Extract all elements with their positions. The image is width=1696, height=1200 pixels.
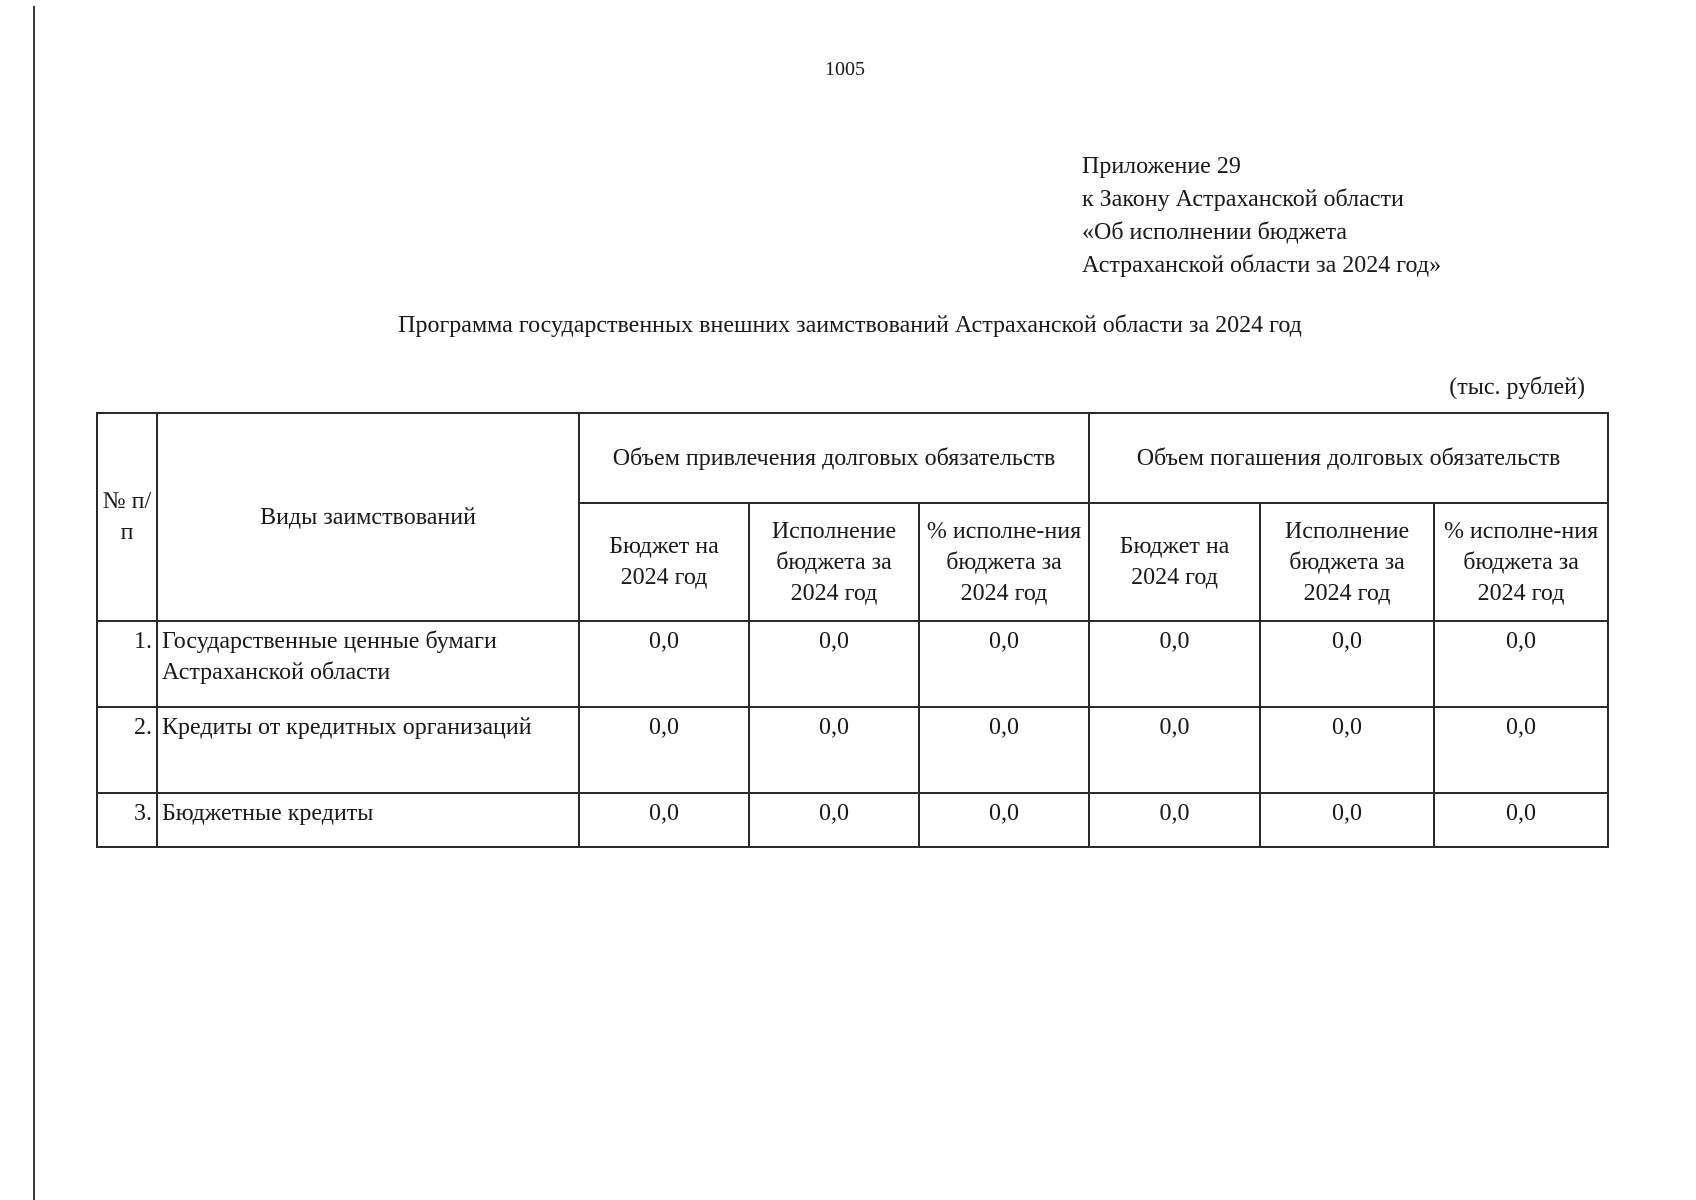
cell-repayment-percent: 0,0 (1434, 621, 1608, 707)
header-repayment-budget: Бюджет на 2024 год (1089, 503, 1260, 621)
table-row (97, 707, 1608, 793)
header-number: № п/п (97, 413, 157, 621)
row-borrowing-type: Кредиты от кредитных организаций (157, 707, 579, 793)
cell-attraction-budget: 0,0 (579, 707, 749, 793)
cell-attraction-budget: 0,0 (579, 793, 749, 847)
cell-attraction-percent: 0,0 (919, 621, 1089, 707)
header-repayment-execution: Исполнение бюджета за 2024 год (1260, 503, 1434, 621)
appendix-line: Приложение 29 (1082, 153, 1241, 179)
header-repayment-group: Объем погашения долговых обязательств (1089, 413, 1608, 503)
cell-attraction-execution: 0,0 (749, 621, 919, 707)
header-borrowing-type: Виды заимствований (157, 413, 579, 621)
cell-repayment-percent: 0,0 (1434, 793, 1608, 847)
header-attraction-execution: Исполнение бюджета за 2024 год (749, 503, 919, 621)
row-number: 1. (97, 621, 157, 707)
cell-attraction-execution: 0,0 (749, 793, 919, 847)
borrowings-table (96, 412, 1609, 848)
appendix-line: «Об исполнении бюджета (1082, 219, 1348, 245)
page-margin-rule (33, 6, 35, 1200)
cell-attraction-percent: 0,0 (919, 707, 1089, 793)
row-borrowing-type: Государственные ценные бумаги Астраханской области (157, 621, 579, 707)
header-repayment-percent: % исполне-ния бюджета за 2024 год (1434, 503, 1608, 621)
table-row (97, 793, 1608, 847)
cell-repayment-execution: 0,0 (1260, 793, 1434, 847)
cell-attraction-percent: 0,0 (919, 793, 1089, 847)
document-title: Программа государственных внешних заимствований Астраханской области за 2024 год (398, 312, 1302, 338)
cell-repayment-execution: 0,0 (1260, 707, 1434, 793)
appendix-line: Астраханской области за 2024 год» (1082, 252, 1442, 278)
appendix-line: к Закону Астраханской области (1082, 186, 1404, 212)
cell-attraction-execution: 0,0 (749, 707, 919, 793)
header-attraction-group: Объем привлечения долговых обязательств (579, 413, 1089, 503)
cell-repayment-execution: 0,0 (1260, 621, 1434, 707)
cell-repayment-budget: 0,0 (1089, 793, 1260, 847)
table-row (97, 621, 1608, 707)
units-label: (тыс. рублей) (1449, 374, 1585, 400)
cell-repayment-budget: 0,0 (1089, 707, 1260, 793)
header-attraction-percent: % исполне-ния бюджета за 2024 год (919, 503, 1089, 621)
row-borrowing-type: Бюджетные кредиты (157, 793, 579, 847)
cell-repayment-percent: 0,0 (1434, 707, 1608, 793)
table-header-row (97, 413, 1608, 503)
cell-attraction-budget: 0,0 (579, 621, 749, 707)
row-number: 3. (97, 793, 157, 847)
page-number: 1005 (825, 58, 865, 80)
row-number: 2. (97, 707, 157, 793)
header-attraction-budget: Бюджет на 2024 год (579, 503, 749, 621)
cell-repayment-budget: 0,0 (1089, 621, 1260, 707)
appendix-block (1082, 150, 1441, 282)
